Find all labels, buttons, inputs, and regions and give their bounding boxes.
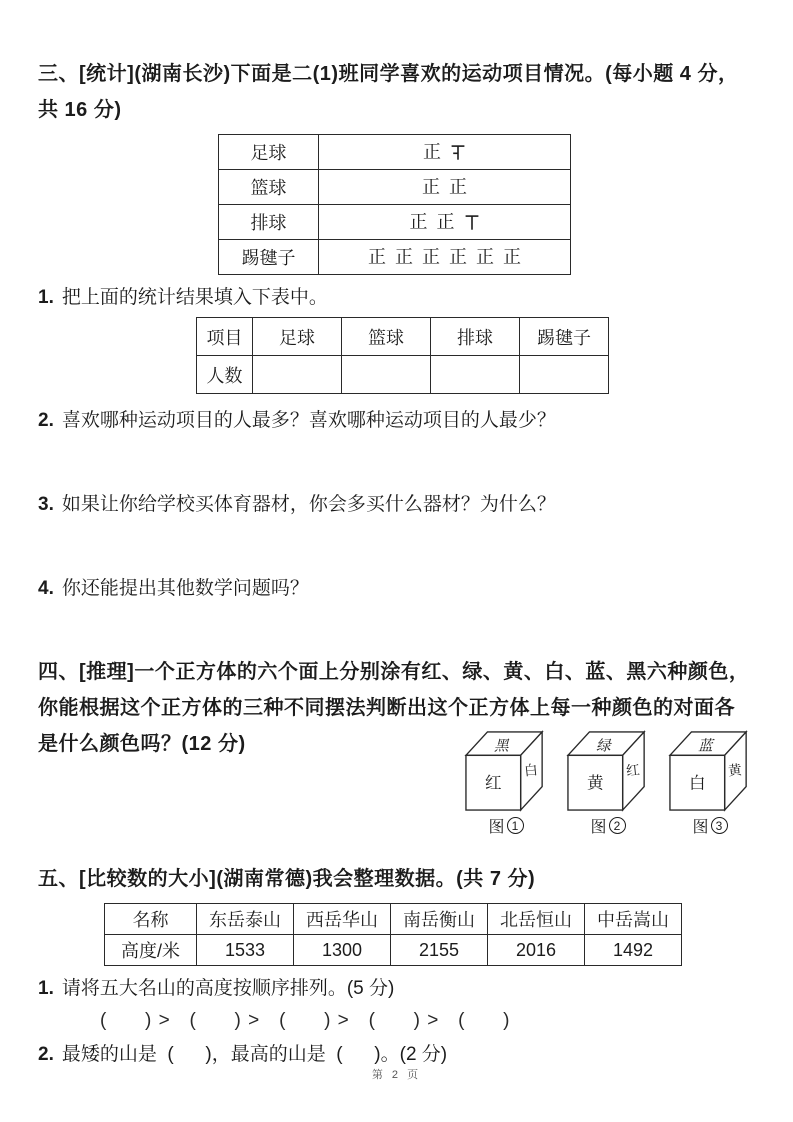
tally-mark: 正 [449,177,467,197]
cube-top-label: 黑 [493,738,512,755]
cube-front-label: 红 [485,773,502,793]
mountain-header-cell: 西岳华山 [294,904,391,935]
cube-caption [692,814,727,837]
mountain-header-cell: 北岳恒山 [488,904,585,935]
fill-header-cell: 踢毽子 [520,318,609,356]
cube-right-label: 白 [523,762,539,779]
mountain-header-cell: 中岳嵩山 [585,904,682,935]
table-row [219,170,571,205]
circled-number: 1 [507,817,524,834]
question-text: 最矮的山是 ( )，最高的山是 ( )。(2 分) [61,1044,448,1065]
section3-heading: 三、[统计](湖南长沙)下面是二(1)班同学喜欢的运动项目情况。(每小题 4 分，共 16 分) [38,63,739,121]
tally-mark: 正 [423,142,441,162]
cube-right-label: 黄 [727,762,743,779]
mountain-height-cell: 2016 [488,935,585,966]
question-text: 你还能提出其他数学问题吗？ [61,578,309,599]
fill-blank-cell [520,356,609,394]
question-text: 请将五大名山的高度按顺序排列。(5 分) [61,978,395,999]
cube-top-label: 蓝 [697,738,716,755]
cube-diagram [667,728,753,812]
tally-marks [319,178,570,196]
fill-in-table [196,317,609,394]
question-text: 喜欢哪种运动项目的人最多？喜欢哪种运动项目的人最少？ [61,410,556,431]
cube-diagram [565,728,651,812]
mountain-row-label: 高度/米 [105,935,197,966]
fill-header-cell: 足球 [253,318,342,356]
page-number-footer: 第 2 页 [371,1069,422,1081]
question-number: 2. [38,410,54,431]
question-number: 4. [38,578,54,599]
tally-marks-cell [319,135,571,170]
fill-blank-cell [431,356,520,394]
tally-row-label: 排球 [219,205,319,240]
circled-number: 2 [609,817,626,834]
tally-row-label: 踢毽子 [219,240,319,275]
tally-mark: 正 [409,212,428,232]
tally-mark: 正 [422,247,440,267]
tally-marks [319,248,570,266]
table-row [105,935,682,966]
cube-figure-2 [565,728,651,837]
tally-mark: 正 [449,247,467,267]
partial-tally-icon [464,213,480,232]
cube-front-label: 白 [689,773,706,793]
table-row [219,205,571,240]
table-row [105,904,682,935]
question-3-3 [38,492,755,518]
mountain-height-cell: 2155 [391,935,488,966]
tally-mark: 正 [368,247,386,267]
cube-caption-prefix: 图 [692,819,709,836]
mountain-header-cell: 南岳衡山 [391,904,488,935]
cube-figures [38,728,755,837]
cube-top-label: 绿 [595,738,614,755]
fill-row-label: 人数 [197,356,253,394]
fill-header-cell: 项目 [197,318,253,356]
cube-caption [488,814,523,837]
cube-caption-prefix: 图 [590,819,607,836]
tally-marks-cell [319,170,571,205]
cube-diagram [463,728,549,812]
table-row [197,356,609,394]
circled-number: 3 [711,817,728,834]
question-5-2 [38,1042,755,1068]
cube-front-label: 黄 [587,773,604,793]
cube-caption-prefix: 图 [488,819,505,836]
table-row [219,240,571,275]
table-row [219,135,571,170]
cube-caption [590,814,625,837]
mountain-height-cell: 1300 [294,935,391,966]
fill-header-cell: 篮球 [342,318,431,356]
section4-heading: 四、[推理]一个正方体的六个面上分别涂有红、绿、黄、白、蓝、黑六种颜色，你能根据这个正方体的三种不同摆法判断出这个正方体上每一种颜色的对面各是什么颜色吗？(12 分) [38,661,750,755]
tally-mark: 正 [476,247,494,267]
tally-marks-cell [319,240,571,275]
cube-figure-1 [463,728,549,837]
question-number: 1. [38,978,54,999]
question-number: 2. [38,1044,54,1065]
question-number: 3. [38,494,54,515]
tally-marks [319,143,570,162]
cube-right-label: 红 [625,762,641,779]
mountain-height-cell: 1533 [197,935,294,966]
question-3-4 [38,576,755,602]
mountain-height-cell: 1492 [585,935,682,966]
section5-heading: 五、[比较数的大小](湖南常德)我会整理数据。(共 7 分) [38,868,536,890]
mountain-header-cell: 东岳泰山 [197,904,294,935]
question-3-2 [38,408,755,434]
question-text: 如果让你给学校买体育器材，你会多买什么器材？为什么？ [61,494,556,515]
mountain-header-cell: 名称 [105,904,197,935]
fill-header-cell: 排球 [431,318,520,356]
question-number: 1. [38,287,54,308]
tally-mark: 正 [422,177,440,197]
tally-table [218,134,571,275]
tally-mark: 正 [436,212,455,232]
tally-row-label: 篮球 [219,170,319,205]
question-3-1 [38,285,755,311]
cube-figure-3 [667,728,753,837]
tally-marks-cell [319,205,571,240]
ordering-blanks: ( ) > ( ) > ( ) > ( ) > ( ) [100,1010,511,1031]
tally-row-label: 足球 [219,135,319,170]
table-row [197,318,609,356]
tally-marks [319,213,570,232]
fill-blank-cell [253,356,342,394]
tally-mark: 正 [395,247,413,267]
question-5-1 [38,976,755,1002]
fill-blank-cell [342,356,431,394]
tally-mark: 正 [503,247,521,267]
mountain-table [104,903,682,966]
question-text: 把上面的统计结果填入下表中。 [61,287,328,308]
partial-tally-icon [450,143,466,162]
